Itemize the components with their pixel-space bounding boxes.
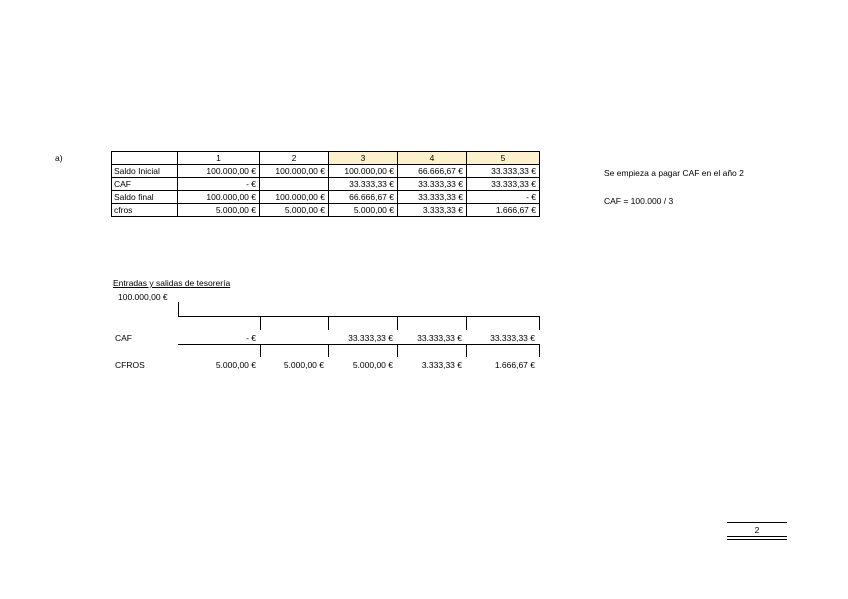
timeline-tick [328,344,329,357]
timeline-tick [466,344,467,357]
timeline-start-tick [178,302,179,317]
timeline-tick [328,316,329,330]
table-header-cell: 3 [329,152,398,165]
table-cell: 100.000,00 € [178,165,260,178]
page-number-bottom-line [727,536,787,537]
caf-label: CAF [115,333,132,343]
cfros-value: 1.666,67 € [494,360,535,370]
row-label: Saldo final [112,191,178,204]
table-cell: 33.333,33 € [398,191,467,204]
page-number-top-line [727,522,787,523]
timeline-tick [539,344,540,357]
part-label: a) [55,153,63,163]
timeline-top [178,316,540,317]
start-note: Se empieza a pagar CAF en el año 2 [604,168,744,178]
table-cell: 5.000,00 € [260,204,329,217]
cfros-value: 5.000,00 € [215,360,256,370]
table-cell: 33.333,33 € [329,178,398,191]
table-cell: 100.000,00 € [178,191,260,204]
caf-value: 33.333,33 € [348,333,393,343]
table-row [112,165,540,178]
row-label: cfros [112,204,178,217]
caf-value: 33.333,33 € [417,333,462,343]
timeline-tick [397,316,398,330]
initial-amount: 100.000,00 € [118,292,168,302]
timeline-tick [539,316,540,330]
cfros-value: 5.000,00 € [283,360,324,370]
table-header-cell: 4 [398,152,467,165]
table-cell: 33.333,33 € [467,165,540,178]
table-cell: 33.333,33 € [398,178,467,191]
table-cell: 1.666,67 € [467,204,540,217]
table-cell: 66.666,67 € [329,191,398,204]
table-cell: 3.333,33 € [398,204,467,217]
cfros-value: 5.000,00 € [352,360,393,370]
table-cell: 33.333,33 € [467,178,540,191]
timeline-tick [260,344,261,357]
balance-table [111,151,540,217]
page-number: 2 [754,525,760,535]
table-row [112,204,540,217]
cfros-label: CFROS [115,360,145,370]
table-cell: 5.000,00 € [178,204,260,217]
table-row [112,178,540,191]
table-cell: - € [178,178,260,191]
table-cell [260,178,329,191]
table-row [112,191,540,204]
timeline-tick [260,316,261,330]
row-label: CAF [112,178,178,191]
timeline-tick [466,316,467,330]
caf-value: 33.333,33 € [490,333,535,343]
table-cell: 5.000,00 € [329,204,398,217]
table-cell: 100.000,00 € [260,165,329,178]
table-header-row [112,152,540,165]
timeline-tick [397,344,398,357]
table-cell: 66.666,67 € [398,165,467,178]
table-header-cell: 1 [178,152,260,165]
row-label: Saldo Inicial [112,165,178,178]
table-header-cell: 2 [260,152,329,165]
caf-value: - € [246,333,256,343]
page-number-bottom-line [727,539,787,540]
table-cell: 100.000,00 € [329,165,398,178]
timeline-bottom [178,344,540,345]
table-header-cell: 5 [467,152,540,165]
cfros-value: 3.333,33 € [421,360,462,370]
table-cell: - € [467,191,540,204]
table-header-cell [112,152,178,165]
formula-note: CAF = 100.000 / 3 [604,196,674,206]
cashflow-title: Entradas y salidas de tesorería [113,278,231,288]
table-cell: 100.000,00 € [260,191,329,204]
